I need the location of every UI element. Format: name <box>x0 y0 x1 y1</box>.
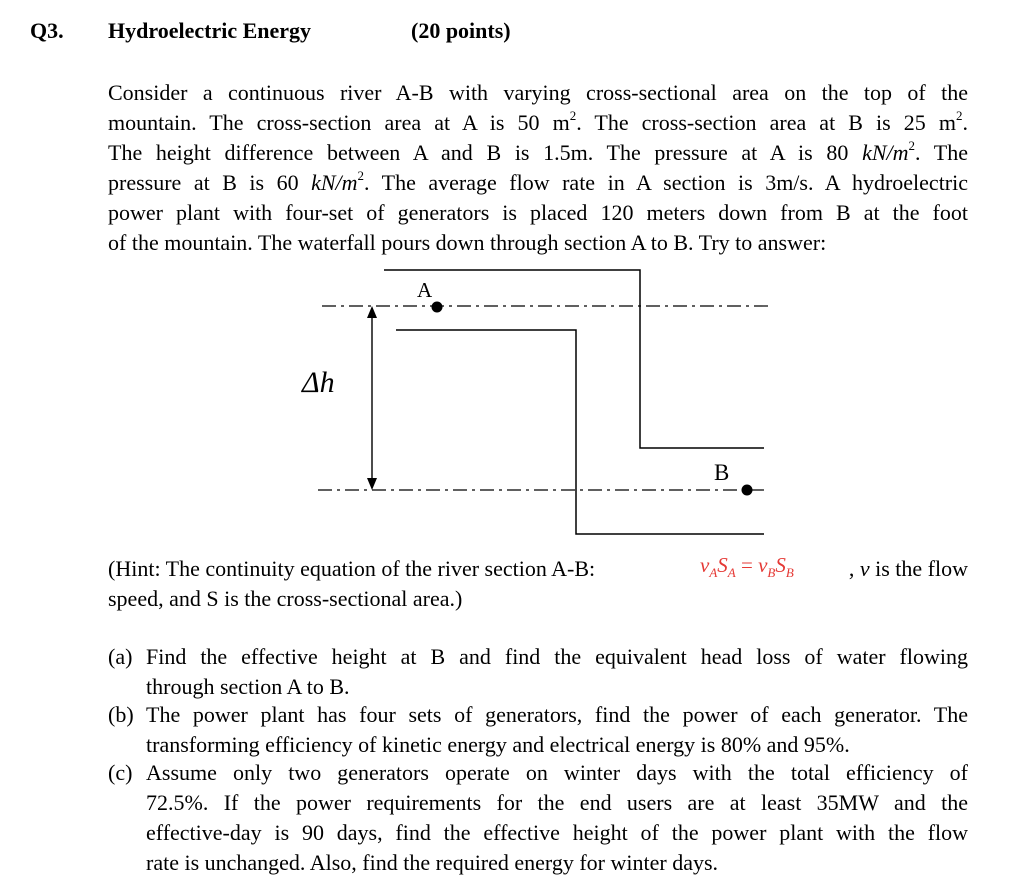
channel-inner-boundary <box>396 330 764 534</box>
question-b-label: (b) <box>108 702 134 727</box>
label-b: B <box>714 460 730 485</box>
question-a-label: (a) <box>108 644 133 669</box>
question-c-line-3: effective-day is 90 days, find the effective height of the power plant with the flow <box>146 820 968 845</box>
intro-line-5: power plant with four-set of generators is placed 120 meters down from B at the foot <box>108 200 968 225</box>
question-number: Q3. <box>30 18 64 43</box>
label-delta-h: Δh <box>302 366 335 399</box>
question-b-line-1: The power plant has four sets of generators, find the power of each generator. The <box>146 702 968 727</box>
intro-line-6: of the mountain. The waterfall pours down through section A to B. Try to answer: <box>108 230 827 255</box>
point-b-marker <box>742 485 753 496</box>
hint-text-left: (Hint: The continuity equation of the river section A-B: <box>108 556 596 581</box>
river-diagram <box>300 262 780 542</box>
question-a <box>108 642 968 702</box>
question-a-line-1: Find the effective height at B and find the equivalent head loss of water flowing <box>146 644 968 669</box>
point-a-marker <box>432 302 443 313</box>
question-a-line-2: through section A to B. <box>146 674 350 699</box>
question-b <box>108 700 968 760</box>
question-c-label: (c) <box>108 760 133 785</box>
problem-statement <box>108 78 968 258</box>
question-c-line-1: Assume only two generators operate on winter days with the total efficiency of <box>146 760 968 785</box>
intro-line-1: Consider a continuous river A-B with varying cross-sectional area on the top of the <box>108 80 968 105</box>
intro-line-3: The height difference between A and B is 1.5m. The pressure at A is 80 $kN/m^2$. The <box>108 137 969 165</box>
question-header <box>0 18 1034 52</box>
intro-line-4: pressure at B is 60 $kN/m^2$. The average flow rate in A section is 3m/s. A hydroelectric <box>108 167 969 195</box>
hint-text-right: , v is the flow <box>848 556 968 581</box>
channel-outer-boundary <box>384 270 764 448</box>
question-c-line-4: rate is unchanged. Also, find the required energy for winter days. <box>146 850 719 875</box>
question-c-line-2: 72.5%. If the power requirements for the end users are at least 35MW and the <box>146 790 968 815</box>
hint-text-line-2: speed, and S is the cross-sectional area.) <box>108 586 463 611</box>
question-c <box>108 758 968 878</box>
hint-block <box>108 550 968 614</box>
question-points: (20 points) <box>411 18 511 43</box>
label-a: A <box>417 278 433 302</box>
intro-line-2: mountain. The cross-section area at A is 50 $m^2$. The cross-section area at B is 25 $m^2$. <box>108 107 968 135</box>
height-arrow-top <box>367 306 377 318</box>
question-title: Hydroelectric Energy <box>108 18 312 43</box>
continuity-equation: $v_AS_A = v_BS_B$ <box>700 553 794 581</box>
question-b-line-2: transforming efficiency of kinetic energy and electrical energy is 80% and 95%. <box>146 732 850 757</box>
height-arrow-bottom <box>367 478 377 490</box>
